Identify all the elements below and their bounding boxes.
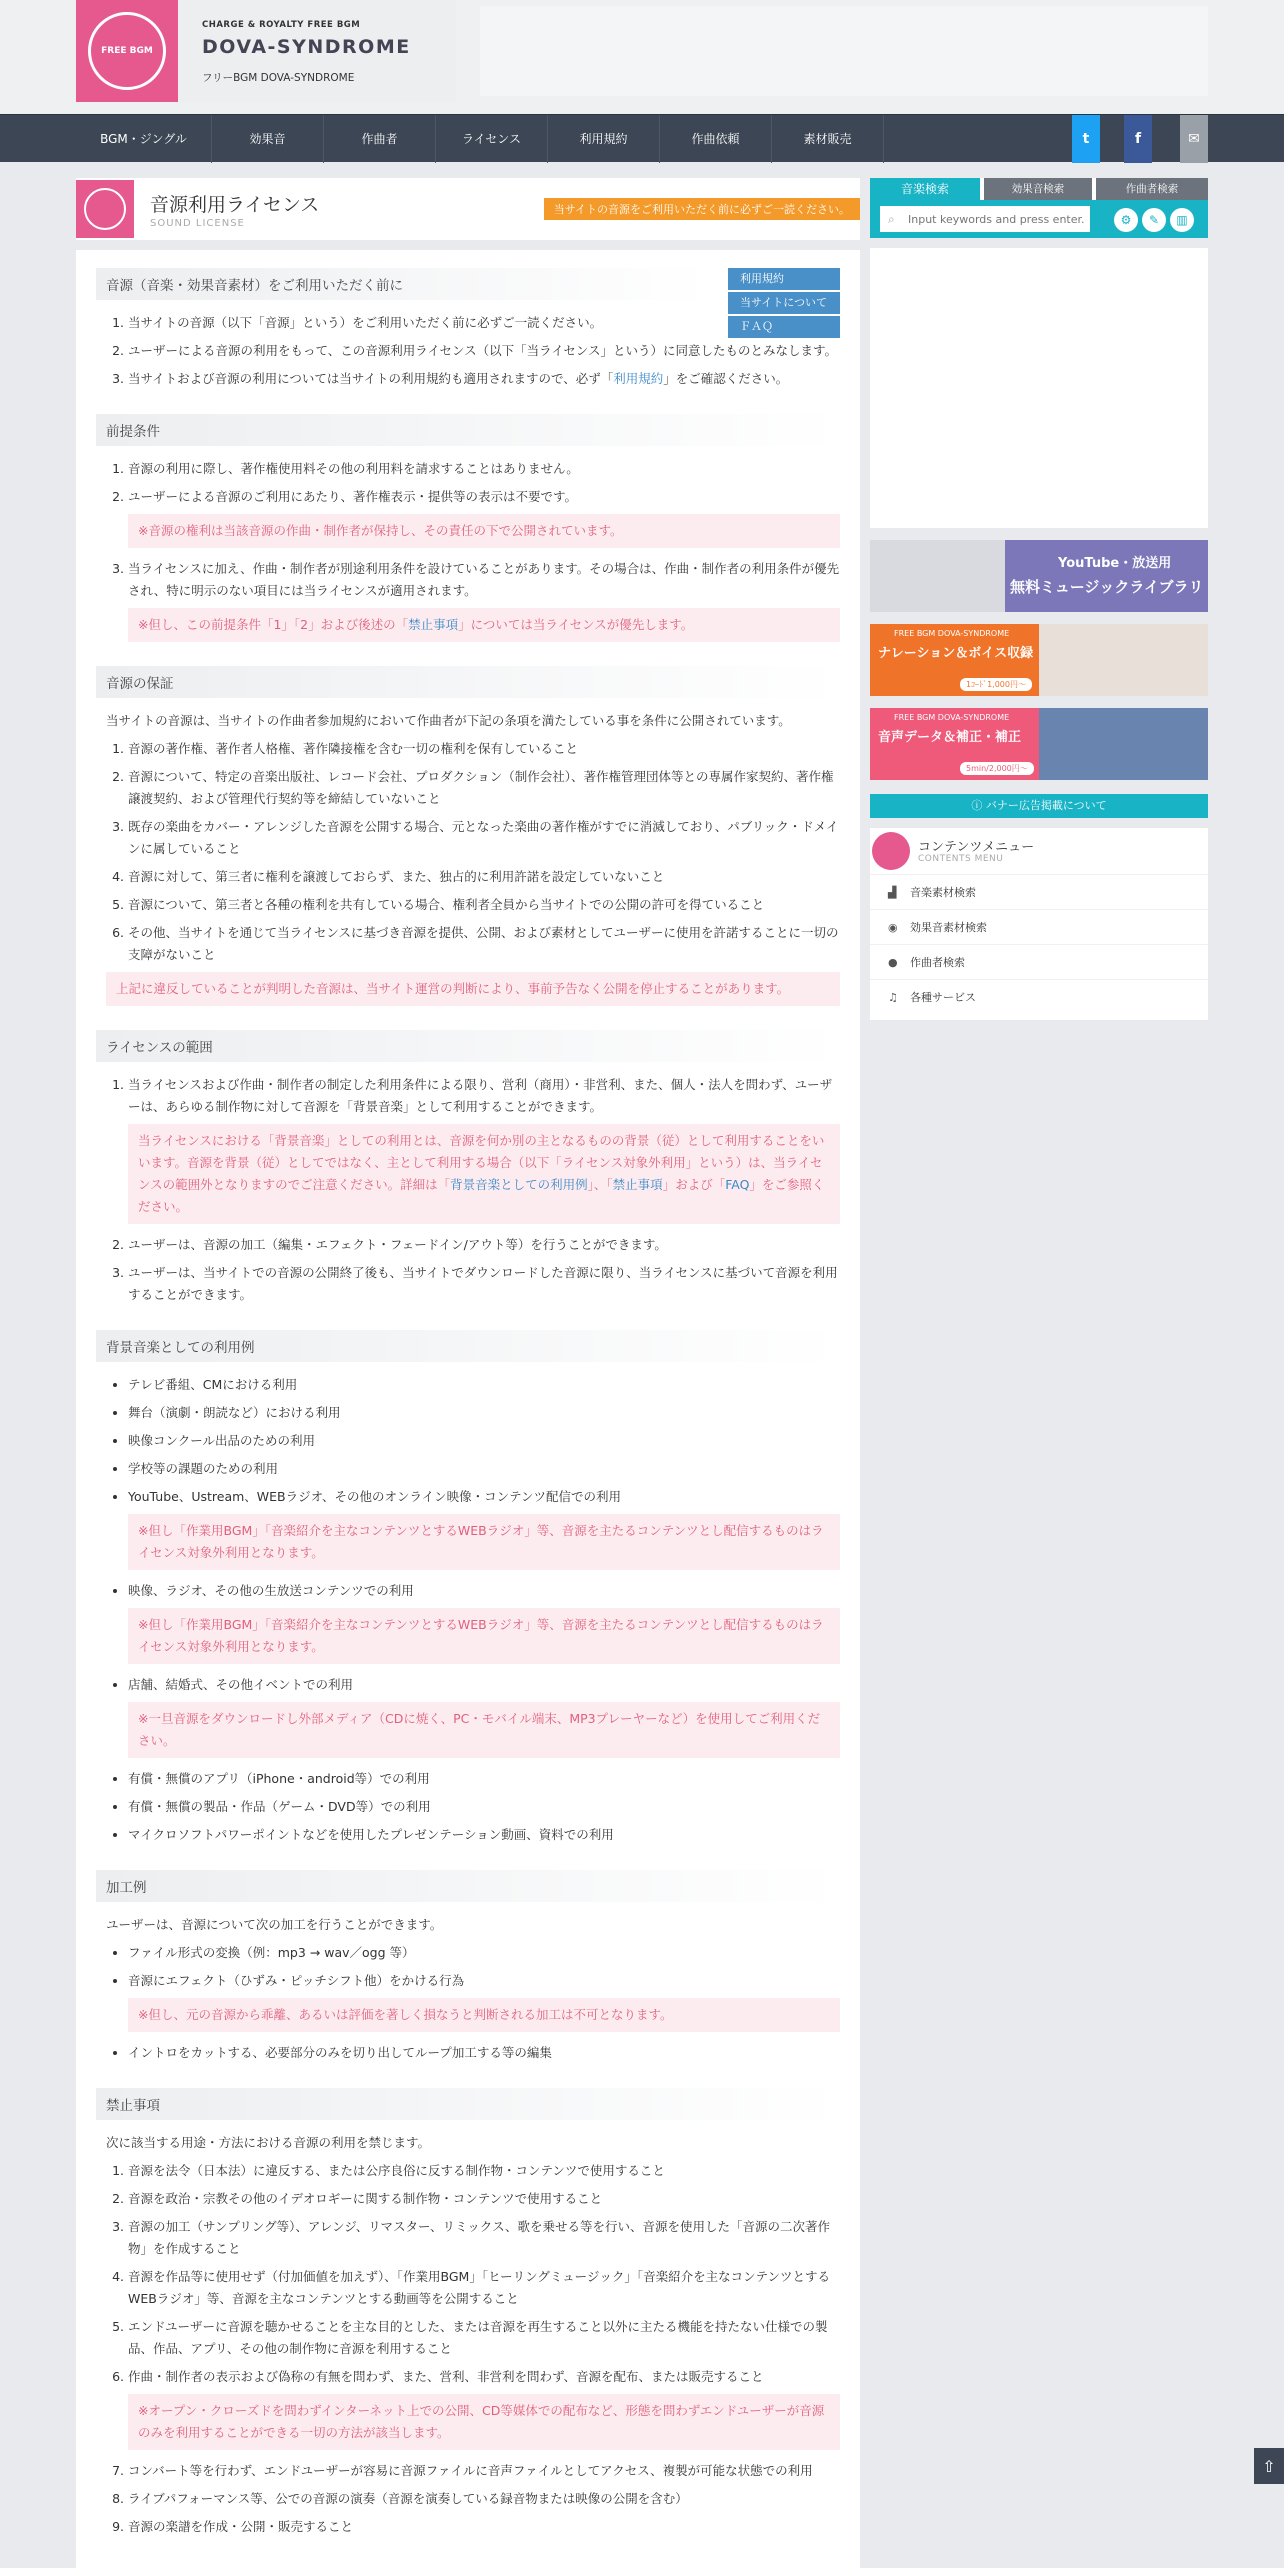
license-content bbox=[76, 250, 860, 2568]
banner-audio-data[interactable] bbox=[870, 708, 1208, 780]
brand-tagline: CHARGE & ROYALTY FREE BGM bbox=[202, 20, 361, 30]
list-item: 2. ユーザーによる音源の利用をもって、この音源利用ライセンス（以下「当ライセンス」という）に同意したものとみなします。 bbox=[128, 340, 840, 362]
menu-item-sfx[interactable]: ◉ 効果音素材検索 bbox=[870, 909, 1208, 944]
tab-music-search[interactable]: 音楽検索 bbox=[870, 178, 980, 200]
terms-link[interactable]: 利用規約 bbox=[613, 371, 664, 386]
list-item: 2. 音源について、特定の音楽出版社、レコード会社、プロダクション（制作会社）、著作権管理団体等との専属作家契約、著作権譲渡契約、および管理代行契約等を締結していないこと bbox=[128, 766, 840, 810]
nav-item-sfx[interactable]: 効果音 bbox=[212, 115, 324, 163]
banner-price: 1ｺｰﾄﾞ1,000円〜 bbox=[960, 678, 1032, 691]
user-icon: ● bbox=[888, 956, 898, 969]
note-box: ※音源の権利は当該音源の作曲・制作者が保持し、その責任の下で公開されています。 bbox=[128, 514, 840, 548]
prohibited-link[interactable]: 禁止事項 bbox=[408, 617, 459, 632]
menu-item-music[interactable]: ▟ 音楽素材検索 bbox=[870, 874, 1208, 909]
section-license-scope bbox=[96, 1030, 840, 1306]
banner-music-library[interactable] bbox=[870, 540, 1208, 612]
main-content bbox=[76, 178, 860, 2568]
nav-item-license[interactable]: ライセンス bbox=[436, 115, 548, 163]
banner-text: 音声データ＆補正・補正 bbox=[878, 730, 1022, 745]
search-input[interactable] bbox=[880, 206, 1090, 232]
list-item: 3. 当ライセンスに加え、作曲・制作者が別途利用条件を設けていることがあります。その場合は、作曲・制作者の利用条件が優先され、特に明示のない項目には当ライセンスが適用されます。 ※但し、この前提条件「1」「2」および後述の「禁止事項」については当ライセンスが優先します。 bbox=[128, 558, 840, 642]
list-item: 2. ユーザーは、音源の加工（編集・エフェクト・フェードイン/アウト等）を行うことができます。 bbox=[128, 1234, 840, 1256]
sidebar bbox=[870, 178, 1208, 1020]
page-title-box bbox=[76, 178, 860, 240]
contents-menu bbox=[870, 828, 1208, 1020]
list-item: 9. 音源の楽譜を作成・公開・販売すること bbox=[128, 2516, 840, 2538]
banner-narration[interactable] bbox=[870, 624, 1208, 696]
list-item: • マイクロソフトパワーポイントなどを使用したプレゼンテーション動画、資料での利用 bbox=[128, 1824, 840, 1846]
side-link-terms[interactable]: 利用規約 bbox=[728, 268, 840, 290]
facebook-icon[interactable]: f bbox=[1124, 115, 1152, 163]
settings-icon[interactable]: ⚙ bbox=[1114, 208, 1138, 232]
banner-text: ナレーション＆ボイス収録 bbox=[878, 646, 1034, 661]
search-area bbox=[870, 200, 1208, 238]
list-item: • テレビ番組、CMにおける利用 bbox=[128, 1374, 840, 1396]
note-box: ※但し、元の音源から乖離、あるいは評価を著しく損なうと判断される加工は不可となります。 bbox=[128, 1998, 840, 2032]
menu-item-composers[interactable]: ● 作曲者検索 bbox=[870, 944, 1208, 979]
nav-item-bgm[interactable]: BGM・ジングル bbox=[76, 115, 212, 163]
section-intro: 当サイトの音源は、当サイトの作曲者参加規約において作曲者が下記の条項を満たしている事を条件に公開されています。 bbox=[106, 713, 791, 728]
note-box: ※但し「作業用BGM」「音楽紹介を主なコンテンツとするWEBラジオ」等、音源を主たるコンテンツとし配信するものはライセンス対象外利用となります。 bbox=[128, 1514, 840, 1570]
banner-text: FREE BGM DOVA-SYNDROME bbox=[894, 629, 1010, 638]
header-ad-slot bbox=[480, 6, 1208, 96]
twitter-icon[interactable]: t bbox=[1072, 115, 1100, 163]
logo-text: FREE BGM bbox=[101, 45, 153, 56]
list-item: • 舞台（演劇・朗読など）における利用 bbox=[128, 1402, 840, 1424]
section-intro: ユーザーは、音源について次の加工を行うことができます。 bbox=[106, 1917, 443, 1932]
prohibited-link[interactable]: 禁止事項 bbox=[612, 1177, 663, 1192]
tab-composer-search[interactable]: 作曲者検索 bbox=[1096, 178, 1208, 200]
side-links bbox=[728, 268, 840, 340]
sidebar-ad-slot bbox=[870, 248, 1208, 528]
list-item: 4. 音源を作品等に使用せず（付加価値を加えず）、「作業用BGM」「ヒーリングミュージック」「音楽紹介を主なコンテンツとするWEBラジオ」等、音源を主なコンテンツとする動画等を公開すること bbox=[128, 2266, 840, 2310]
logo-emblem-icon bbox=[88, 12, 166, 90]
scroll-to-top-button[interactable] bbox=[1254, 2448, 1284, 2484]
list-item: 1. 当ライセンスおよび作曲・制作者の制定した利用条件による限り、営利（商用）・非営利、また、個人・法人を問わず、ユーザーは、あらゆる制作物に対して音源を「背景音楽」として利用することができます。 当ライセンスにおける「背景音楽」としての利用とは、音源を何か別の主となるものの背景（従）として利用することをいいます。音源を背景（従）としてではなく、主として利用する場合（以下「ライセンス対象外利用」という）は、当ライセンスの範囲外となりますのでご注意ください。詳細は「背景音楽としての利用例」、「禁止事項」および「FAQ」をご参照ください。 bbox=[128, 1074, 840, 1224]
tab-sfx-search[interactable]: 効果音検索 bbox=[984, 178, 1092, 200]
nav-item-store[interactable]: 素材販売 bbox=[772, 115, 884, 163]
title-logo-icon bbox=[76, 180, 134, 238]
list-item: 3. 既存の楽曲をカバー・アレンジした音源を公開する場合、元となった楽曲の著作権がすでに消滅しており、パブリック・ドメインに属していること bbox=[128, 816, 840, 860]
menu-item-services[interactable]: ♫ 各種サービス bbox=[870, 979, 1208, 1014]
section-preconditions bbox=[96, 414, 840, 642]
chart-icon: ▟ bbox=[888, 886, 897, 899]
nav-item-composers[interactable]: 作曲者 bbox=[324, 115, 436, 163]
menu-subtitle: CONTENTS MENU bbox=[918, 854, 1004, 864]
banner-ad-info-link[interactable]: ⓘ バナー広告掲載について bbox=[870, 794, 1208, 818]
list-item: 5. 音源について、第三者と各種の権利を共有している場合、権利者全員から当サイトでの公開の許可を得ていること bbox=[128, 894, 840, 916]
search-icon: ⌕ bbox=[888, 212, 895, 226]
list-item: • ファイル形式の変換（例：mp3 → wav／ogg 等） bbox=[128, 1942, 840, 1964]
brand[interactable] bbox=[76, 0, 456, 102]
list-item: • 学校等の課題のための利用 bbox=[128, 1458, 840, 1480]
list-item: 2. ユーザーによる音源のご利用にあたり、著作権表示・提供等の表示は不要です。 ※音源の権利は当該音源の作曲・制作者が保持し、その責任の下で公開されています。 bbox=[128, 486, 840, 548]
section-intro: 次に該当する用途・方法における音源の利用を禁じます。 bbox=[106, 2135, 431, 2150]
list-item: 1. 当サイトの音源（以下「音源」という）をご利用いただく前に必ずご一読ください。 bbox=[128, 312, 840, 334]
section-heading: 背景音楽としての利用例 bbox=[96, 1330, 840, 1362]
music-note-icon: ♫ bbox=[888, 991, 898, 1004]
list-item: 1. 音源を法令（日本法）に違反する、または公序良俗に反する制作物・コンテンツで使用すること bbox=[128, 2160, 840, 2182]
list-item: 3. 音源の加工（サンプリング等）、アレンジ、リマスター、リミックス、歌を乗せる等を行い、音源を使用した「音源の二次著作物」を作成すること bbox=[128, 2216, 840, 2260]
note-box: ※オープン・クローズドを問わずインターネット上での公開、CD等媒体での配布など、形態を問わずエンドユーザーが音源のみを利用することができる一切の方法が該当します。 bbox=[128, 2394, 840, 2450]
section-heading: ライセンスの範囲 bbox=[96, 1030, 840, 1062]
section-usage-examples bbox=[96, 1330, 840, 1846]
section-heading: 加工例 bbox=[96, 1870, 840, 1902]
banner-text: YouTube・放送用 bbox=[1058, 556, 1172, 571]
note-box: ※但し、この前提条件「1」「2」および後述の「禁止事項」については当ライセンスが優先します。 bbox=[128, 608, 840, 642]
site-logo[interactable] bbox=[76, 0, 178, 102]
info-icon: ⓘ bbox=[971, 799, 986, 812]
brand-subtitle: フリーBGM DOVA-SYNDROME bbox=[202, 72, 355, 84]
trash-icon[interactable]: ▥ bbox=[1170, 208, 1194, 232]
section-heading: 前提条件 bbox=[96, 414, 840, 446]
list-item: 4. 音源に対して、第三者に権利を譲渡しておらず、また、独占的に利用許諾を設定していないこと bbox=[128, 866, 840, 888]
list-item: • 有償・無償の製品・作品（ゲーム・DVD等）での利用 bbox=[128, 1796, 840, 1818]
list-item: 6. 作曲・制作者の表示および偽称の有無を問わず、また、営利、非営利を問わず、音源を配布、または販売すること ※オープン・クローズドを問わずインターネット上での公開、CD等媒体での配布など、形態を問わずエンドユーザーが音源のみを利用することができる一切の方法が該当します。 bbox=[128, 2366, 840, 2450]
nav-item-commission[interactable]: 作曲依頼 bbox=[660, 115, 772, 163]
nav-items bbox=[76, 115, 884, 163]
section-heading: 音源（音楽・効果音素材）をご利用いただく前に bbox=[96, 268, 710, 300]
note-box: 上記に違反していることが判明した音源は、当サイト運営の判断により、事前予告なく公開を停止することがあります。 bbox=[106, 972, 840, 1006]
section-guarantee bbox=[96, 666, 840, 1006]
faq-link[interactable]: FAQ bbox=[725, 1177, 750, 1192]
list-item: • 映像コンクール出品のための利用 bbox=[128, 1430, 840, 1452]
list-item: 5. エンドユーザーに音源を聴かせることを主な目的とした、または音源を再生すること以外に主たる機能を持たない仕様での製品、作品、アプリ、その他の制作物に音源を利用すること bbox=[128, 2316, 840, 2360]
list-item: 6. その他、当サイトを通じて当ライセンスに基づき音源を提供、公開、および素材としてユーザーに使用を許諾することに一切の支障がないこと bbox=[128, 922, 840, 966]
notice-badge: 当サイトの音源をご利用いただく前に必ずご一読ください。 bbox=[544, 198, 860, 220]
list-item: 8. ライブパフォーマンス等、公での音源の演奏（音源を演奏している録音物または映像の公開を含む） bbox=[128, 2488, 840, 2510]
note-box: ※但し「作業用BGM」「音楽紹介を主なコンテンツとするWEBラジオ」等、音源を主たるコンテンツとし配信するものはライセンス対象外利用となります。 bbox=[128, 1608, 840, 1664]
main-navbar bbox=[0, 114, 1284, 162]
banner-text: 無料ミュージックライブラリ bbox=[1010, 578, 1204, 596]
list-item: • 映像、ラジオ、その他の生放送コンテンツでの利用 ※但し「作業用BGM」「音楽紹介を主なコンテンツとするWEBラジオ」等、音源を主たるコンテンツとし配信するものはライセンス対象外利用となります。 bbox=[128, 1580, 840, 1664]
sound-icon: ◉ bbox=[888, 921, 898, 934]
section-editing-examples bbox=[96, 1870, 840, 2064]
bgm-usage-link[interactable]: 背景音楽としての利用例 bbox=[450, 1177, 588, 1192]
list-item: 7. コンバート等を行わず、エンドユーザーが容易に音源ファイルに音声ファイルとしてアクセス、複製が可能な状態での利用 bbox=[128, 2460, 840, 2482]
banner-price: 5min/2,000円〜 bbox=[960, 762, 1034, 775]
list-item: • イントロをカットする、必要部分のみを切り出してループ加工する等の編集 bbox=[128, 2042, 840, 2064]
list-item: 3. 当サイトおよび音源の利用については当サイトの利用規約も適用されますので、必ず「利用規約」をご確認ください。 bbox=[128, 368, 840, 390]
search-tabs bbox=[870, 178, 1208, 200]
section-heading: 禁止事項 bbox=[96, 2088, 840, 2120]
list-item: • 店舗、結婚式、その他イベントでの利用 ※一旦音源をダウンロードし外部メディア（CDに焼く、PC・モバイル端末、MP3プレーヤーなど）を使用してご利用ください。 bbox=[128, 1674, 840, 1758]
menu-title: コンテンツメニュー bbox=[918, 840, 1035, 855]
arrow-up-icon: ⇧ bbox=[1262, 2456, 1276, 2476]
list-item: • 音源にエフェクト（ひずみ・ピッチシフト他）をかける行為 ※但し、元の音源から乖離、あるいは評価を著しく損なうと判断される加工は不可となります。 bbox=[128, 1970, 840, 2032]
list-item: 1. 音源の利用に際し、著作権使用料その他の利用料を請求することはありません。 bbox=[128, 458, 840, 480]
list-item: • YouTube、Ustream、WEBラジオ、その他のオンライン映像・コンテンツ配信での利用 ※但し「作業用BGM」「音楽紹介を主なコンテンツとするWEBラジオ」等、音源を主たるコンテンツとし配信するものはライセンス対象外利用となります。 bbox=[128, 1486, 840, 1570]
list-item: 1. 音源の著作権、著作者人格権、著作隣接権を含む一切の権利を保有していること bbox=[128, 738, 840, 760]
page-title: 音源利用ライセンス bbox=[150, 194, 320, 216]
banner-text: FREE BGM DOVA-SYNDROME bbox=[894, 713, 1010, 722]
tag-icon[interactable]: ✎ bbox=[1142, 208, 1166, 232]
side-link-faq[interactable]: ＦＡＱ bbox=[728, 316, 840, 338]
list-item: 2. 音源を政治・宗教その他のイデオロギーに関する制作物・コンテンツで使用すること bbox=[128, 2188, 840, 2210]
note-box: 当ライセンスにおける「背景音楽」としての利用とは、音源を何か別の主となるものの背景（従）として利用することをいいます。音源を背景（従）としてではなく、主として利用する場合（以下「ライセンス対象外利用」という）は、当ライセンスの範囲外となりますのでご注意ください。詳細は「背景音楽としての利用例」、「禁止事項」および「FAQ」をご参照ください。 bbox=[128, 1124, 840, 1224]
section-prohibited bbox=[96, 2088, 840, 2538]
note-box: ※一旦音源をダウンロードし外部メディア（CDに焼く、PC・モバイル端末、MP3プレーヤーなど）を使用してご利用ください。 bbox=[128, 1702, 840, 1758]
list-item: • 有償・無償のアプリ（iPhone・android等）での利用 bbox=[128, 1768, 840, 1790]
brand-name[interactable]: DOVA-SYNDROME bbox=[202, 36, 411, 58]
side-link-about[interactable]: 当サイトについて bbox=[728, 292, 840, 314]
menu-header bbox=[870, 828, 1208, 874]
list-item: 3. ユーザーは、当サイトでの音源の公開終了後も、当サイトでダウンロードした音源に限り、当ライセンスに基づいて音源を利用することができます。 bbox=[128, 1262, 840, 1306]
menu-logo-icon bbox=[872, 832, 910, 870]
site-header bbox=[0, 0, 1284, 114]
mail-icon[interactable]: ✉ bbox=[1180, 115, 1208, 163]
nav-item-terms[interactable]: 利用規約 bbox=[548, 115, 660, 163]
page-title-en: SOUND LICENSE bbox=[150, 218, 245, 229]
section-heading: 音源の保証 bbox=[96, 666, 840, 698]
